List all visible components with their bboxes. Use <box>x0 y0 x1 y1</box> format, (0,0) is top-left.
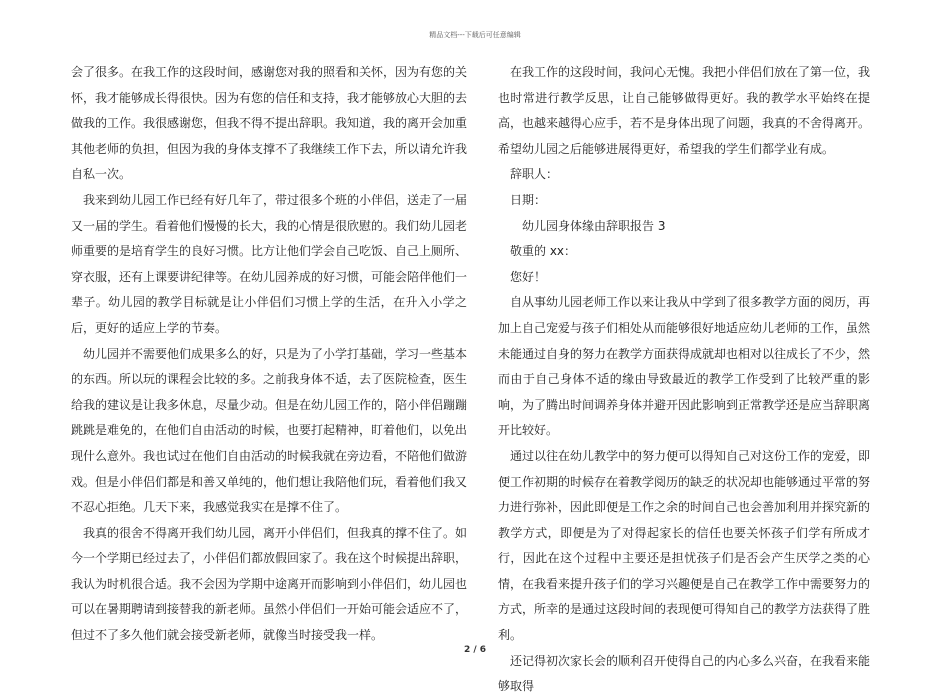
salutation: 敬重的 xx： <box>510 244 577 259</box>
paragraph: 通过以往在幼儿教学中的努力便可以得知自己对这份工作的宠爱，即便工作初期的时候存在着教学阅历的缺乏的状况却也能够通过平常的努力进行弥补，因此即便是工作之余的时间自己也会善加利用并探究新的教学方式，即便是为了对得起家长的信任也要关怀孩子们学有所成才行，因此在这个过程中主要还是担忧孩子们是否会产生厌学之类的心情，在我看来提升孩子们的学习兴趣便是自己在教学工作中需要努力的方式，所幸的是通过这段时间的表现便可得知自己的教学方法获得了胜利。 <box>498 448 871 643</box>
left-column <box>71 60 467 649</box>
paragraph: 我真的很舍不得离开我们幼儿园，离开小伴侣们，但我真的撑不住了。如今一个学期已经过去了，小伴侣们都放假回家了。我在这个时候提出辞职，我认为时机很合适。我不会因为学期中途离开而影响到小伴侣们，幼儿园也可以在暑期聘请到接替我的新老师。虽然小伴侣们一开始可能会适应不了，但过不了多久他们就会接受新老师，就像当时接受我一样。 <box>71 525 468 643</box>
greeting: 您好！ <box>510 269 547 284</box>
date-label: 日期： <box>510 192 547 207</box>
resigner-label: 辞职人： <box>510 167 559 182</box>
right-column <box>498 60 870 700</box>
paragraph: 我来到幼儿园工作已经有好几年了，带过很多个班的小伴侣，送走了一届又一届的学生。看着他们慢慢的长大，我的心情是很欣慰的。我们幼儿园老师重要的是培育学生的良好习惯。比方让他们学会自己吃饭、自己上厕所、穿衣服，还有上课要讲纪律等。在幼儿园养成的好习惯，可能会陪伴他们一辈子。幼儿园的教学目标就是让小伴侣们习惯上学的生活，在升入小学之后，更好的适应上学的节奏。 <box>71 192 468 335</box>
paragraph: 自从事幼儿园老师工作以来让我从中学到了很多教学方面的阅历，再加上自己宠爱与孩子们相处从而能够很好地适应幼儿老师的工作，虽然未能通过自身的努力在教学方面获得成就却也相对以往成长了不少，然而由于自己身体不适的缘由导致最近的教学工作受到了比较严重的影响，为了腾出时间调养身体并避开因此影响到正常教学还是应当辞职离开比较好。 <box>498 295 871 438</box>
page-indicator: 2 / 6 <box>463 645 487 655</box>
paragraph: 还记得初次家长会的顺利召开使得自己的内心多么兴奋，在我看来能够取得 <box>498 653 871 694</box>
paragraph: 幼儿园并不需要他们成果多么的好，只是为了小学打基础，学习一些基本的东西。所以玩的课程会比较的多。之前我身体不适，去了医院检查，医生给我的建议是让我多休息，尽量少动。但是在幼儿园工作的，陪小伴侣蹦蹦跳跳是难免的，在他们自由活动的时候，也要打起精神，盯着他们，以免出现什么意外。我也试过在他们自由活动的时候我就在旁边看，不陪他们做游戏。但是小伴侣们都是和善又单纯的，他们想让我陪他们玩，看着他们我又不忍心拒绝。几天下来，我感觉我实在是撑不住了。 <box>71 346 468 515</box>
paragraph: 会了很多。在我工作的这段时间，感谢您对我的照看和关怀，因为有您的关怀，我才能够成长得很快。因为有您的信任和支持，我才能够放心大胆的去做我的工作。我很感谢您，但我不得不提出辞职。我知道，我的离开会加重其他老师的负担，但因为我的身体支撑不了我继续工作下去，所以请允许我自私一次。 <box>71 65 468 182</box>
paragraph: 在我工作的这段时间，我问心无愧。我把小伴侣们放在了第一位，我也时常进行教学反思，让自己能够做得更好。我的教学水平始终在提高，也越来越得心应手，若不是身体出现了问题，我真的不舍得离开。希望幼儿园之后能够进展得更好，希望我的学生们都学业有成。 <box>498 65 871 156</box>
report-title: 幼儿园身体缘由辞职报告 3 <box>522 218 666 233</box>
header-note: 精品文档---下载后可任意编辑 <box>429 31 521 39</box>
